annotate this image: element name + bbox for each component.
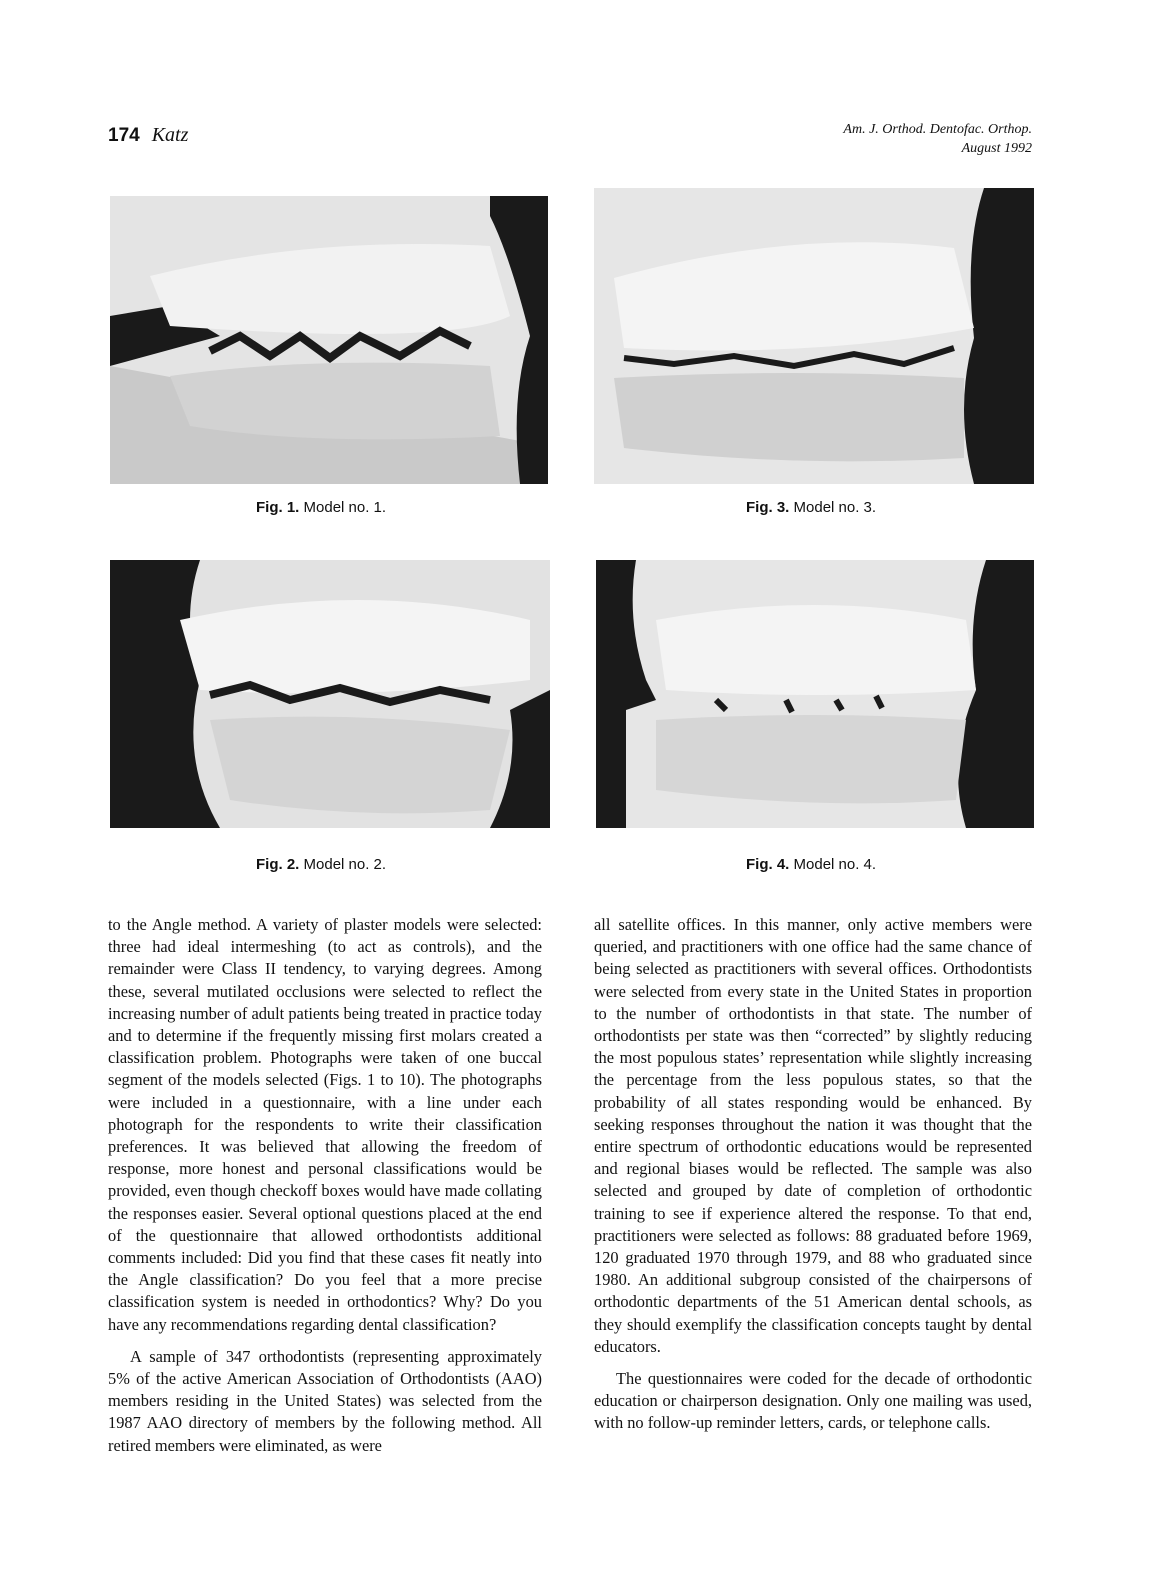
journal-name: Am. J. Orthod. Dentofac. Orthop. xyxy=(843,122,1032,137)
journal-date: August 1992 xyxy=(961,141,1032,156)
figure-4-caption xyxy=(746,856,876,873)
running-header-right xyxy=(843,120,1032,158)
figure-1-caption xyxy=(256,499,386,516)
running-author: Katz xyxy=(151,124,189,146)
figure-4-caption-text: Model no. 4. xyxy=(793,856,877,873)
body-paragraph: all satellite offices. In this manner, only active members were queried, and practitioners with one office had the same chance of being selected as practitioners with several offices. Orthodontists were selected from every state in the United States in proportion to the number of orthodontists in that state. The number of orthodontists per state was then “corrected” by slightly reducing the most populous states’ representation while slightly increasing the percentage from the less populous states, so that the probability of all states responding would be enhanced. By seeking responses throughout the nation it was thought that the entire spectrum of orthodontic educations would be represented and regional biases would be reflected. The sample was also selected and grouped by date of completion of orthodontic training to see if experience altered the response. To that end, practitioners were selected as follows: 88 graduated before 1969, 120 graduated 1970 through 1979, and 88 who graduated since 1980. An additional subgroup consisted of the chairpersons of orthodontic departments of the 51 American dental schools, as they should exemplify the classification concepts taught by dental educators. xyxy=(594,915,1032,1356)
body-column-left xyxy=(108,914,542,1457)
figure-2-caption-text: Model no. 2. xyxy=(303,856,387,873)
figure-3-photo xyxy=(594,188,1034,484)
figure-4-photo xyxy=(596,560,1034,828)
figure-3-caption xyxy=(746,499,876,516)
figure-1-photo xyxy=(110,196,548,484)
figure-3-label: Fig. 3. xyxy=(746,499,790,516)
figure-2-photo xyxy=(110,560,550,828)
page-number: 174 xyxy=(108,125,140,146)
body-column-right xyxy=(594,914,1032,1435)
figure-1-caption-text: Model no. 1. xyxy=(303,499,387,516)
body-paragraph: The questionnaires were coded for the decade of orthodontic education or chairperson designation. Only one mailing was used, with no follow-up reminder letters, cards, or telephone calls. xyxy=(594,1369,1032,1433)
figure-2-label: Fig. 2. xyxy=(256,856,300,873)
body-paragraph: A sample of 347 orthodontists (representing approximately 5% of the active American Association of Orthodontists (AAO) members residing in the United States) was selected from the 1987 AAO directory of members by the following method. All retired members were eliminated, as were xyxy=(108,1346,542,1455)
figure-3-caption-text: Model no. 3. xyxy=(793,499,877,516)
running-header-left xyxy=(108,124,188,147)
figure-4-label: Fig. 4. xyxy=(746,856,790,873)
body-paragraph: to the Angle method. A variety of plaster models were selected: three had ideal intermeshing (to act as controls), and the remainder were Class II tendency, to varying degrees. Among these, several mutilated occlusions were selected to reflect the increasing number of adult patients being treated in practice today and to determine if the frequently missing first molars created a classification problem. Photographs were taken of one buccal segment of the models selected (Figs. 1 to 10). The photographs were included in a questionnaire, with a line under each photograph for the respondents to write their classification preferences. It was believed that allowing the freedom of response, more honest and personal classifications would be provided, even though checkoff boxes would have made collating the responses easier. Several optional questions placed at the end of the questionnaire that allowed orthodontists additional comments included: Did you find that these cases fit neatly into the Angle classification? Do you feel that a more precise classification system is needed in orthodontics? Why? Do you have any recommendations regarding dental classification? xyxy=(108,915,542,1334)
figure-1-label: Fig. 1. xyxy=(256,499,300,516)
figure-2-caption xyxy=(256,856,386,873)
